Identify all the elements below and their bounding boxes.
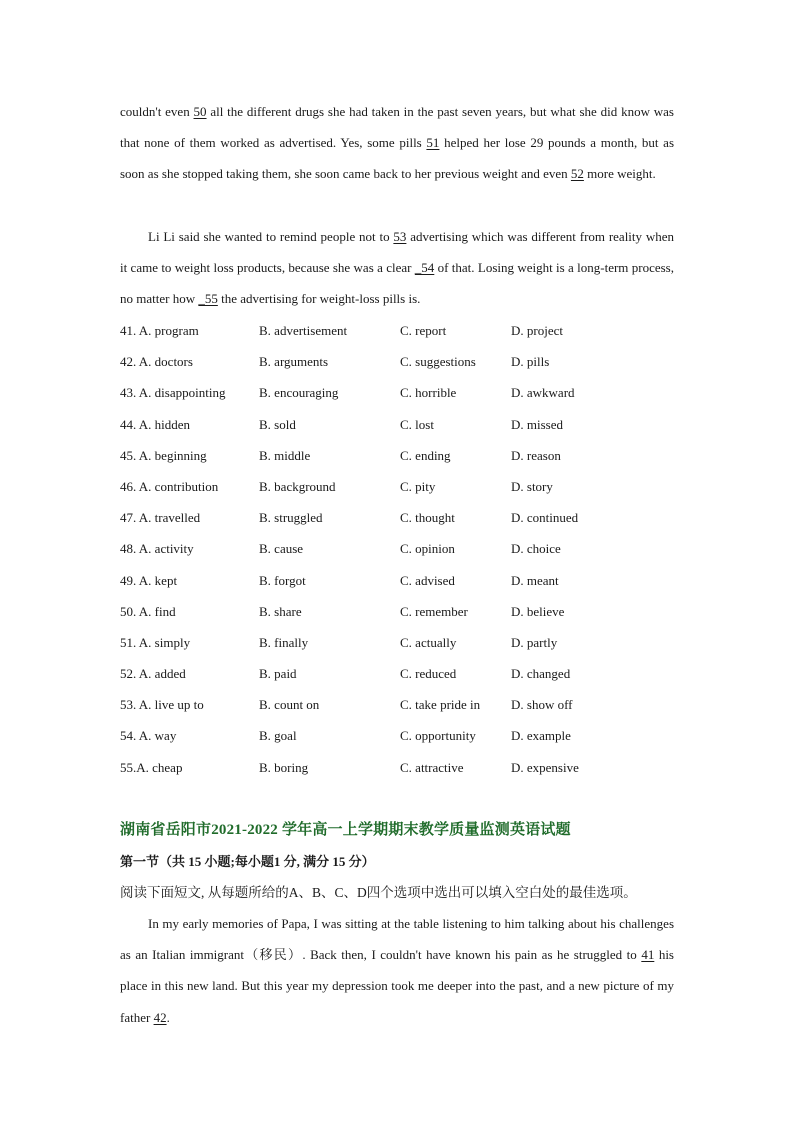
option-d: D. reason [511, 447, 561, 463]
option-c: C. report [400, 323, 447, 338]
text-run: advertising which was different from reality when it came to weight loss products, because she was a clear [120, 229, 674, 276]
option-b: B. share [259, 603, 302, 619]
option-c: C. take pride in [400, 697, 481, 713]
text-run: more weight. [583, 166, 656, 182]
option-row [120, 627, 680, 658]
option-row [120, 315, 680, 346]
option-b: B. paid [259, 666, 297, 682]
option-b: B. middle [259, 447, 311, 463]
option-a: 46. A. contribution [120, 478, 219, 494]
option-b: B. count on [259, 697, 320, 713]
blank-42: 42 [153, 1009, 167, 1025]
option-b: B. arguments [259, 354, 329, 370]
option-a: 54. A. way [120, 728, 177, 744]
option-row [120, 440, 680, 471]
option-a: 43. A. disappointing [120, 385, 226, 401]
option-row [120, 502, 680, 533]
option-d: D. project [511, 323, 563, 338]
option-row [120, 471, 680, 502]
blank-53: 53 [393, 229, 407, 244]
passage-paragraph-3 [120, 908, 674, 1033]
blank-54: _54 [414, 260, 435, 276]
option-c: C. remember [400, 603, 468, 619]
text-run: Li Li said she wanted to remind people not to [148, 229, 394, 244]
option-b: B. cause [259, 541, 304, 557]
option-d: D. story [511, 478, 553, 494]
option-b: B. forgot [259, 572, 306, 588]
option-row [120, 596, 680, 627]
blank-41: 41 [641, 947, 655, 963]
option-c: C. opportunity [400, 728, 476, 744]
blank-55: _55 [198, 291, 218, 307]
option-b: B. background [259, 478, 336, 494]
option-d: D. choice [511, 541, 561, 557]
option-c: C. thought [400, 510, 455, 526]
option-row [120, 720, 680, 751]
option-a: 55.A. cheap [120, 759, 183, 775]
text-run: . [166, 1009, 170, 1025]
option-a: 49. A. kept [120, 572, 178, 588]
text-run: In my early memories of Papa, I was sitting at the table listening to him talking about his challenges as an Italian immigrant（移民）. Back then, I couldn't have known his pain as he struggled to [120, 916, 674, 963]
option-a: 50. A. find [120, 603, 176, 619]
text-run: couldn't even [120, 104, 194, 119]
option-d: D. awkward [511, 385, 575, 401]
text-run: the advertising for weight-loss pills is. [217, 291, 421, 307]
passage-paragraph-1 [120, 96, 674, 190]
blank-51: 51 [426, 135, 440, 151]
option-d: D. pills [511, 354, 550, 370]
option-b: B. boring [259, 759, 309, 775]
option-a: 48. A. activity [120, 541, 194, 557]
option-row [120, 752, 680, 783]
option-c: C. attractive [400, 759, 464, 775]
option-b: B. goal [259, 728, 297, 744]
option-a: 53. A. live up to [120, 697, 204, 713]
answer-options-list [120, 315, 680, 783]
option-c: C. actually [400, 634, 457, 650]
option-b: B. sold [259, 416, 296, 432]
option-d: D. partly [511, 634, 558, 650]
option-c: C. advised [400, 572, 455, 588]
section-label: 第一节（共 15 小题;每小题1 分, 满分 15 分） [120, 854, 375, 869]
option-d: D. show off [511, 697, 573, 713]
option-c: C. ending [400, 447, 451, 463]
text-run: of that. Losing weight is a long-term process, no matter how [120, 260, 674, 307]
option-d: D. missed [511, 416, 563, 432]
instruction-text: 阅读下面短文, 从每题所给的A、B、C、D四个选项中选出可以填入空白处的最佳选项。 [120, 885, 637, 900]
option-a: 52. A. added [120, 666, 186, 682]
option-a: 42. A. doctors [120, 354, 193, 370]
option-row [120, 409, 680, 440]
option-c: C. reduced [400, 666, 457, 682]
option-row [120, 689, 680, 720]
option-row [120, 533, 680, 564]
option-a: 41. A. program [120, 323, 199, 338]
option-c: C. opinion [400, 541, 455, 557]
option-a: 45. A. beginning [120, 447, 207, 463]
option-d: D. expensive [511, 759, 579, 775]
option-row [120, 658, 680, 689]
text-run: his place in this new land. But this year my depression took me deeper into the past, and a new picture of my father [120, 947, 674, 1025]
passage-paragraph-2 [120, 221, 674, 315]
option-b: B. advertisement [259, 323, 348, 338]
option-d: D. continued [511, 510, 579, 526]
option-d: D. example [511, 728, 571, 744]
option-d: D. believe [511, 603, 565, 619]
option-c: C. suggestions [400, 354, 476, 370]
option-row [120, 346, 680, 377]
option-b: B. encouraging [259, 385, 339, 401]
option-b: B. struggled [259, 510, 323, 526]
exam-title-heading: 湖南省岳阳市2021-2022 学年高一上学期期末教学质量监测英语试题 [120, 822, 571, 838]
option-c: C. lost [400, 416, 434, 432]
text-run: all the different drugs she had taken in the past seven years, but what she did know was that none of them worked as advertised. Yes, some pills [120, 104, 674, 151]
option-b: B. finally [259, 634, 309, 650]
option-row [120, 565, 680, 596]
option-a: 47. A. travelled [120, 510, 201, 526]
option-a: 44. A. hidden [120, 416, 191, 432]
option-a: 51. A. simply [120, 634, 191, 650]
option-c: C. horrible [400, 385, 457, 401]
option-d: D. meant [511, 572, 559, 588]
blank-52: 52 [570, 166, 584, 182]
blank-50: 50 [193, 104, 207, 119]
text-run: helped her lose 29 pounds a month, but as soon as she stopped taking them, she soon came back to her previous weight and even [120, 135, 675, 182]
option-row [120, 377, 680, 408]
option-c: C. pity [400, 478, 436, 494]
option-d: D. changed [511, 666, 571, 682]
